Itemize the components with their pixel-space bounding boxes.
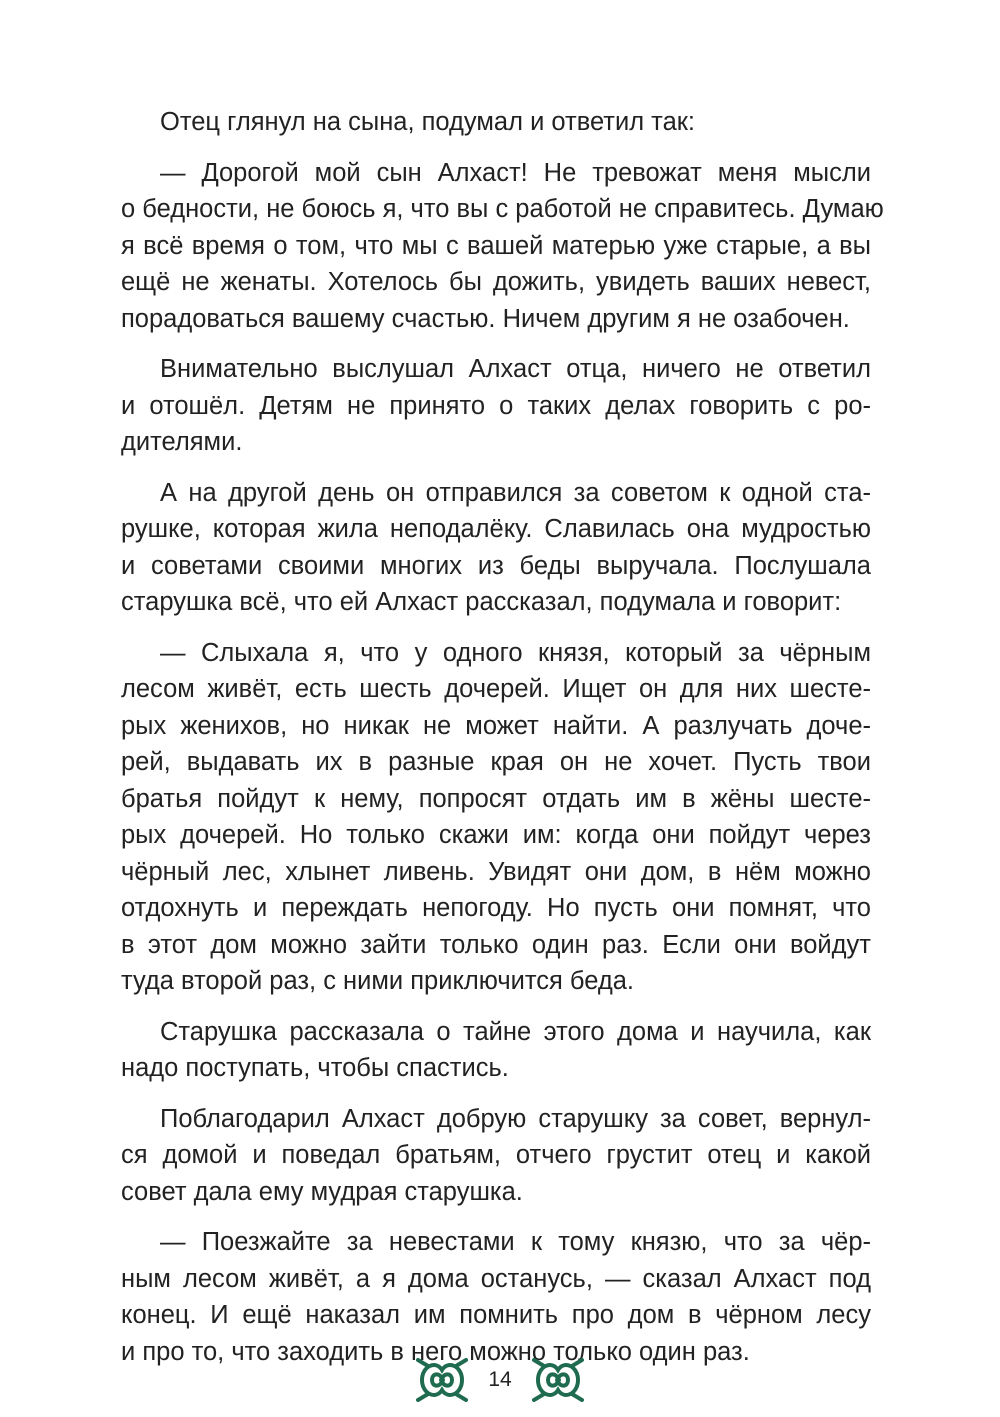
paragraph [121,1014,871,1087]
text-line: отдохнуть и переждать непогоду. Но пусть они помнят, что [121,894,871,922]
text-line: надо поступать, чтобы спастись. [121,1054,509,1082]
text-line: рушке, которая жила неподалёку. Славилась она мудростью [121,515,871,543]
text-line: порадоваться вашему счастью. Ничем другим я не озабочен. [121,304,850,333]
text-line: Внимательно выслушал Алхаст отца, ничего не ответил [160,355,871,383]
ornament-left-icon [414,1352,470,1408]
text-line: ся домой и поведал братьям, отчего грустит отец и какой [121,1141,871,1169]
text-line: ным лесом живёт, а я дома останусь, — сказал Алхаст под [121,1264,871,1293]
text-line: и отошёл. Детям не принято о таких делах говорить с ро- [121,391,871,420]
text-line: — Поезжайте за невестами к тому князю, что за чёр- [160,1228,871,1256]
paragraph [121,635,871,1000]
paragraph [121,104,871,141]
text-line: ещё не женаты. Хотелось бы дожить, увидеть ваших невест, [121,268,871,296]
text-line: в этот дом можно зайти только один раз. Если они войдут [121,930,871,959]
paragraph [121,155,884,338]
text-line: братья пойдут к нему, попросят отдать им в жёны шесте- [121,784,871,813]
text-line: совет дала ему мудрая старушка. [121,1177,523,1206]
text-line: я всё время о том, что мы с вашей матерью уже старые, а вы [121,231,871,260]
text-line: о бедности, не боюсь я, что вы с работой не справитесь. Думаю [121,195,884,223]
ornament-right-icon [530,1352,586,1408]
paragraph [121,475,871,621]
page-number: 14 [488,1368,512,1391]
page-text-column [121,104,884,1384]
text-line: дителями. [121,428,243,456]
text-line: старушка всё, что ей Алхаст рассказал, подумала и говорит: [121,588,842,616]
text-line: Старушка рассказала о тайне этого дома и научила, как [160,1017,871,1046]
text-line: А на другой день он отправился за советом к одной ста- [160,478,871,507]
text-line: Отец глянул на сына, подумал и ответил так: [160,108,696,136]
text-line: туда второй раз, с ними приключится беда. [121,967,635,995]
text-line: и советами своими многих из беды выручала. Послушала [121,551,871,580]
text-line: Поблагодарил Алхаст добрую старушку за совет, вернул- [160,1104,871,1133]
text-line: — Дорогой мой сын Алхаст! Не тревожат меня мысли [160,158,871,187]
text-line: рей, выдавать их в разные края он не хочет. Пусть твои [121,748,871,776]
text-line: рых дочерей. Но только скажи им: когда они пойдут через [121,821,871,849]
text-line: лесом живёт, есть шесть дочерей. Ищет он для них шесте- [121,675,871,703]
paragraph [121,351,871,461]
page-footer [0,1348,1000,1412]
text-line: конец. И ещё наказал им помнить про дом в чёрном лесу [121,1301,871,1329]
paragraph [121,1101,871,1211]
text-line: и про то, что заходить в него можно только один раз. [121,1337,750,1366]
text-line: рых женихов, но никак не может найти. А разлучать доче- [121,711,871,740]
text-line: чёрный лес, хлынет ливень. Увидят они дом, в нём можно [121,857,871,886]
text-line: — Слыхала я, что у одного князя, который за чёрным [160,638,871,667]
